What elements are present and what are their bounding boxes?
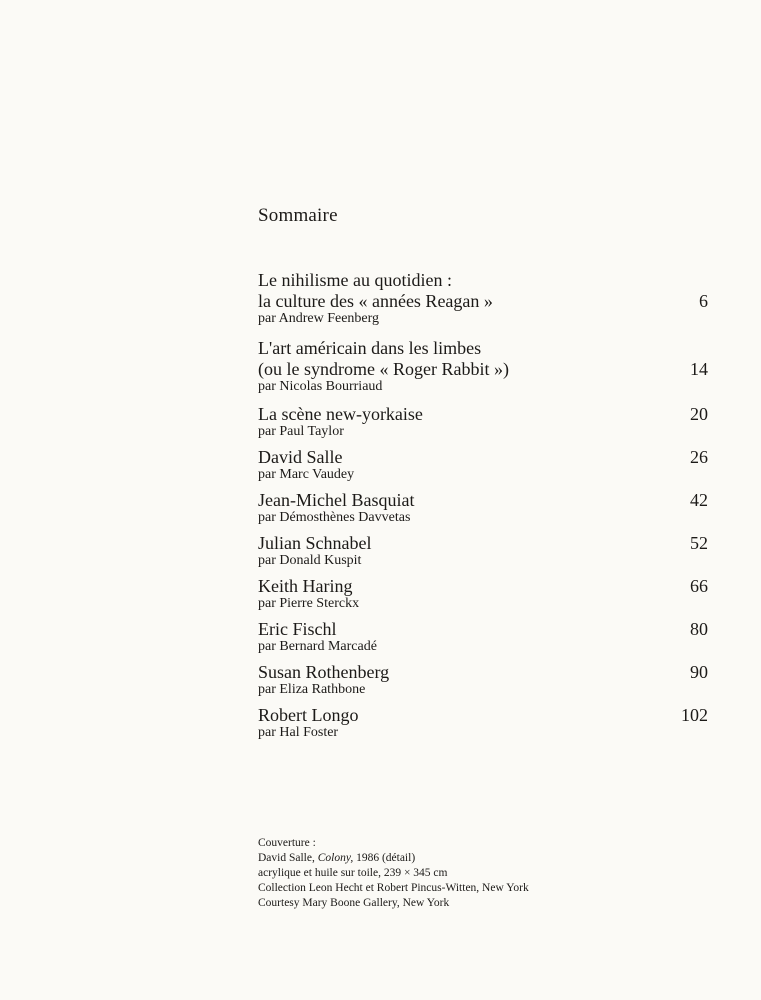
entry-author: par Nicolas Bourriaud: [258, 379, 383, 394]
toc-entry: [258, 662, 708, 697]
credits-heading: Couverture :: [258, 837, 316, 849]
entry-title: David Salle: [258, 447, 343, 467]
entry-title: Keith Haring: [258, 576, 353, 596]
entry-title: Robert Longo: [258, 705, 359, 725]
toc-entry: [258, 447, 708, 482]
entry-page-number: 52: [690, 533, 708, 553]
entry-page-number: 20: [690, 404, 708, 424]
entry-page-number: 6: [699, 291, 708, 311]
entry-author: par Andrew Feenberg: [258, 311, 380, 326]
toc-entry: [258, 338, 708, 394]
entry-page-number: 102: [681, 705, 708, 725]
credits-courtesy: Courtesy Mary Boone Gallery, New York: [258, 897, 450, 909]
entry-author: par Marc Vaudey: [258, 467, 355, 482]
toc-entry: [258, 576, 708, 611]
credits-medium: acrylique et huile sur toile, 239 × 345 cm: [258, 867, 448, 879]
entry-author: par Eliza Rathbone: [258, 682, 366, 697]
cover-credits: [258, 836, 529, 911]
entry-page-number: 42: [690, 490, 708, 510]
credits-artwork-line: [258, 851, 529, 866]
entry-page-number: 14: [690, 359, 708, 379]
entry-title-line: (ou le syndrome « Roger Rabbit »): [258, 359, 509, 379]
credits-artist: David Salle,: [258, 852, 318, 864]
entry-title: La scène new-yorkaise: [258, 404, 423, 424]
entry-page-number: 26: [690, 447, 708, 467]
entry-author: par Bernard Marcadé: [258, 639, 377, 654]
entry-author: par Démosthènes Davvetas: [258, 510, 411, 525]
toc-entry: [258, 404, 708, 439]
entry-author: par Donald Kuspit: [258, 553, 362, 568]
page-title: Sommaire: [258, 205, 338, 226]
entry-author: par Paul Taylor: [258, 424, 344, 439]
entry-title: Julian Schnabel: [258, 533, 372, 553]
entry-title-line: la culture des « années Reagan »: [258, 291, 493, 311]
entry-author: par Hal Foster: [258, 725, 339, 740]
table-of-contents: [258, 270, 708, 748]
entry-page-number: 80: [690, 619, 708, 639]
entry-page-number: 90: [690, 662, 708, 682]
entry-title: Jean-Michel Basquiat: [258, 490, 415, 510]
entry-page-number: 66: [690, 576, 708, 596]
toc-entry: [258, 533, 708, 568]
toc-entry: [258, 270, 708, 326]
credits-work-title: Colony,: [317, 852, 354, 864]
toc-entry: [258, 619, 708, 654]
entry-title: Susan Rothenberg: [258, 662, 390, 682]
entry-author: par Pierre Sterckx: [258, 596, 360, 611]
entry-title: Eric Fischl: [258, 619, 337, 639]
credits-collection: Collection Leon Hecht et Robert Pincus-Witten, New York: [258, 882, 529, 894]
entry-title-line: L'art américain dans les limbes: [258, 338, 482, 358]
entry-title-line: Le nihilisme au quotidien :: [258, 270, 452, 290]
credits-work-details: 1986 (détail): [353, 852, 416, 864]
toc-entry: [258, 490, 708, 525]
toc-entry: [258, 705, 708, 740]
